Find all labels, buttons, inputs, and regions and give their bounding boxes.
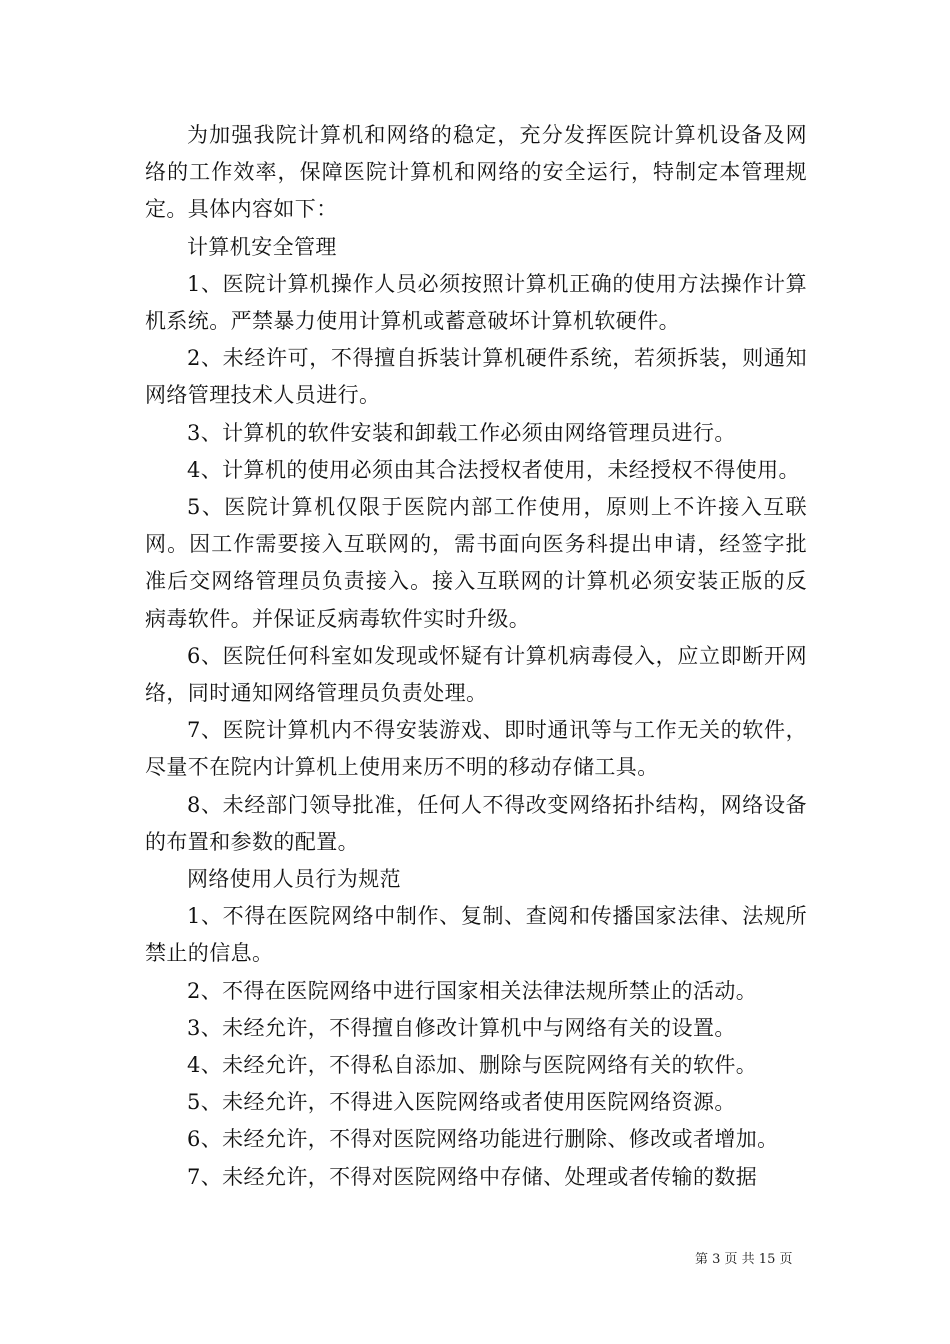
rule-paragraph: 2、未经许可，不得擅自拆装计算机硬件系统，若须拆装，则通知网络管理技术人员进行。 — [145, 346, 807, 408]
document-body — [145, 117, 807, 1196]
rule-paragraph: 7、未经允许，不得对医院网络中存储、处理或者传输的数据 — [187, 1164, 758, 1189]
rule-paragraph: 4、未经允许，不得私自添加、删除与医院网络有关的软件。 — [187, 1053, 758, 1078]
rule-paragraph: 2、不得在医院网络中进行国家相关法律法规所禁止的活动。 — [187, 978, 758, 1003]
rule-paragraph: 8、未经部门领导批准，任何人不得改变网络拓扑结构，网络设备的布置和参数的配置。 — [145, 792, 807, 854]
page-number-footer: 第 3 页 共 15 页 — [695, 1252, 793, 1267]
rule-paragraph: 1、不得在医院网络中制作、复制、查阅和传播国家法律、法规所禁止的信息。 — [145, 904, 807, 966]
section-heading-computer-security: 计算机安全管理 — [187, 234, 337, 259]
rule-paragraph: 5、医院计算机仅限于医院内部工作使用，原则上不许接入互联网。因工作需要接入互联网的，需书面向医务科提出申请，经签字批准后交网络管理员负责接入。接入互联网的计算机必须安装正版的反病毒软件。并保证反病毒软件实时升级。 — [145, 495, 807, 631]
rule-paragraph: 4、计算机的使用必须由其合法授权者使用，未经授权不得使用。 — [187, 457, 800, 482]
rule-paragraph: 7、医院计算机内不得安装游戏、即时通讯等与工作无关的软件，尽量不在院内计算机上使用来历不明的移动存储工具。 — [145, 718, 807, 780]
rule-paragraph: 1、医院计算机操作人员必须按照计算机正确的使用方法操作计算机系统。严禁暴力使用计算机或蓄意破坏计算机软硬件。 — [145, 271, 807, 334]
intro-paragraph: 为加强我院计算机和网络的稳定，充分发挥医院计算机设备及网络的工作效率，保障医院计算机和网络的安全运行，特制定本管理规定。具体内容如下： — [145, 123, 807, 222]
section-heading-network-conduct: 网络使用人员行为规范 — [187, 867, 401, 892]
rule-paragraph: 6、医院任何科室如发现或怀疑有计算机病毒侵入，应立即断开网络，同时通知网络管理员负责处理。 — [145, 643, 807, 706]
rule-paragraph: 3、未经允许，不得擅自修改计算机中与网络有关的设置。 — [187, 1015, 736, 1040]
rule-paragraph: 3、计算机的软件安装和卸载工作必须由网络管理员进行。 — [187, 420, 736, 445]
rule-paragraph: 6、未经允许，不得对医院网络功能进行删除、修改或者增加。 — [187, 1127, 779, 1152]
rule-paragraph: 5、未经允许，不得进入医院网络或者使用医院网络资源。 — [187, 1090, 736, 1115]
